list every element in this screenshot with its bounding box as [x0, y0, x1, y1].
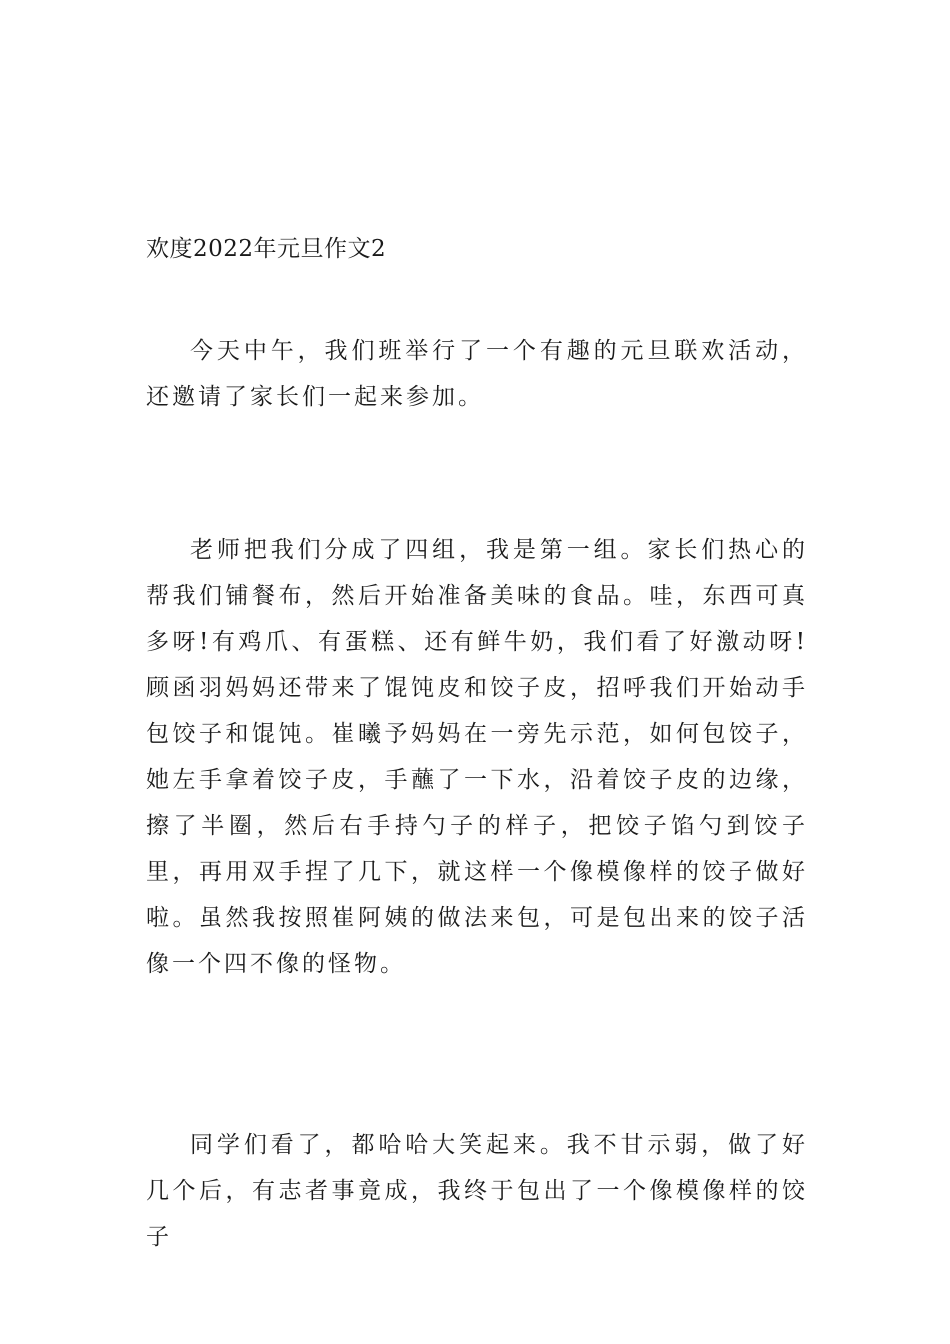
- paragraph-2: 老师把我们分成了四组，我是第一组。家长们热心的帮我们铺餐布，然后开始准备美味的食品。哇，东西可真多呀!有鸡爪、有蛋糕、还有鲜牛奶，我们看了好激动呀!顾函羽妈妈还带来了馄饨皮和饺子皮，招呼我们开始动手包饺子和馄饨。崔曦予妈妈在一旁先示范，如何包饺子，她左手拿着饺子皮，手蘸了一下水，沿着饺子皮的边缘，擦了半圈，然后右手持勺子的样子，把饺子馅勺到饺子里，再用双手捏了几下，就这样一个像模像样的饺子做好啦。虽然我按照崔阿姨的做法来包，可是包出来的饺子活像一个四不像的怪物。: [146, 537, 808, 977]
- paragraph-1: 今天中午，我们班举行了一个有趣的元旦联欢活动，还邀请了家长们一起来参加。: [146, 338, 808, 410]
- paragraph-3: 同学们看了，都哈哈大笑起来。我不甘示弱，做了好几个后，有志者事竟成，我终于包出了一个像模像样的饺子: [146, 1132, 808, 1250]
- document-title: 欢度2022年元旦作文2: [146, 236, 387, 262]
